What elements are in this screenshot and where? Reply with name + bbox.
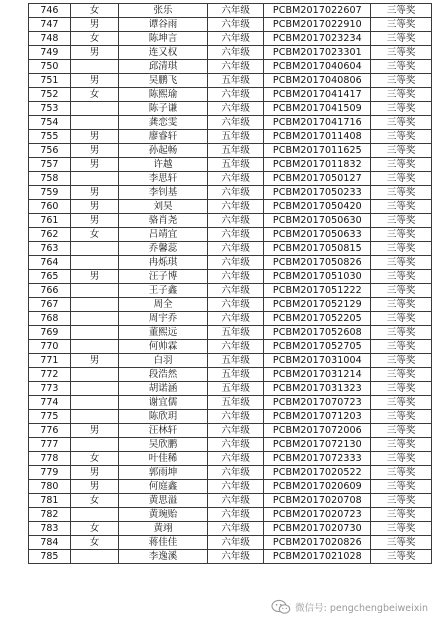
grade-cell: 五年级 [207,130,264,144]
award-level: 三等奖 [371,480,432,494]
grade-cell: 六年级 [207,480,264,494]
entry-number: 785 [29,550,71,564]
certificate-id: PCBM2017071203 [264,410,371,424]
award-level: 三等奖 [371,144,432,158]
table-row [29,536,432,550]
gender-cell: 男 [70,46,119,60]
award-level: 三等奖 [371,354,432,368]
student-name: 李逸溪 [119,550,207,564]
table-row [29,466,432,480]
gender-cell: 女 [70,4,119,18]
grade-cell: 五年级 [207,354,264,368]
certificate-id: PCBM2017050630 [264,214,371,228]
grade-cell: 五年级 [207,368,264,382]
entry-number: 747 [29,18,71,32]
entry-number: 778 [29,452,71,466]
gender-cell [70,340,119,354]
award-level: 三等奖 [371,508,432,522]
certificate-id: PCBM2017050233 [264,186,371,200]
certificate-id: PCBM2017050826 [264,256,371,270]
grade-cell: 六年级 [207,340,264,354]
student-name: 董熙远 [119,326,207,340]
student-name: 冉烁琪 [119,256,207,270]
award-level: 三等奖 [371,4,432,18]
grade-cell: 六年级 [207,46,264,60]
entry-number: 772 [29,368,71,382]
entry-number: 754 [29,116,71,130]
table-row [29,410,432,424]
award-level: 三等奖 [371,200,432,214]
table-row [29,354,432,368]
certificate-id: PCBM2017070723 [264,396,371,410]
table-row [29,214,432,228]
table-row [29,144,432,158]
award-level: 三等奖 [371,60,432,74]
gender-cell: 男 [70,214,119,228]
award-level: 三等奖 [371,550,432,564]
grade-cell: 六年级 [207,508,264,522]
award-level: 三等奖 [371,494,432,508]
wechat-icon [271,599,291,615]
student-name: 陈坤言 [119,32,207,46]
grade-cell: 五年级 [207,396,264,410]
entry-number: 773 [29,382,71,396]
table-row [29,508,432,522]
gender-cell: 男 [70,158,119,172]
certificate-id: PCBM2017031004 [264,354,371,368]
award-level: 三等奖 [371,172,432,186]
student-name: 吴鹏飞 [119,74,207,88]
entry-number: 755 [29,130,71,144]
student-name: 谢宜儒 [119,396,207,410]
table-row [29,18,432,32]
award-level: 三等奖 [371,326,432,340]
gender-cell: 男 [70,480,119,494]
certificate-id: PCBM2017050815 [264,242,371,256]
award-level: 三等奖 [371,284,432,298]
award-level: 三等奖 [371,46,432,60]
gender-cell: 男 [70,186,119,200]
certificate-id: PCBM2017020723 [264,508,371,522]
certificate-id: PCBM2017051222 [264,284,371,298]
table-row [29,200,432,214]
table-row [29,550,432,564]
certificate-id: PCBM2017011625 [264,144,371,158]
award-level: 三等奖 [371,242,432,256]
award-level: 三等奖 [371,382,432,396]
certificate-id: PCBM2017020522 [264,466,371,480]
entry-number: 779 [29,466,71,480]
entry-number: 758 [29,172,71,186]
gender-cell [70,326,119,340]
student-name: 黄琬贻 [119,508,207,522]
grade-cell: 六年级 [207,284,264,298]
gender-cell: 男 [70,130,119,144]
entry-number: 774 [29,396,71,410]
certificate-id: PCBM2017052608 [264,326,371,340]
certificate-id: PCBM2017040604 [264,60,371,74]
entry-number: 756 [29,144,71,158]
award-level: 三等奖 [371,410,432,424]
table-row [29,312,432,326]
award-level: 三等奖 [371,74,432,88]
table-row [29,228,432,242]
grade-cell: 六年级 [207,242,264,256]
grade-cell: 六年级 [207,186,264,200]
table-row [29,494,432,508]
student-name: 何帅霖 [119,340,207,354]
grade-cell: 六年级 [207,410,264,424]
award-level: 三等奖 [371,18,432,32]
gender-cell: 女 [70,88,119,102]
student-name: 陈熙瑜 [119,88,207,102]
student-name: 连又权 [119,46,207,60]
table-row [29,340,432,354]
entry-number: 766 [29,284,71,298]
entry-number: 767 [29,298,71,312]
table-row [29,186,432,200]
grade-cell: 六年级 [207,452,264,466]
gender-cell [70,284,119,298]
gender-cell: 女 [70,494,119,508]
certificate-id: PCBM2017050127 [264,172,371,186]
grade-cell: 六年级 [207,18,264,32]
student-name: 邱清琪 [119,60,207,74]
grade-cell: 六年级 [207,550,264,564]
table-row [29,102,432,116]
gender-cell: 女 [70,32,119,46]
grade-cell: 六年级 [207,256,264,270]
gender-cell [70,368,119,382]
entry-number: 753 [29,102,71,116]
certificate-id: PCBM2017023234 [264,32,371,46]
student-name: 李钊基 [119,186,207,200]
student-name: 刘昊 [119,200,207,214]
student-name: 陈欣玥 [119,410,207,424]
grade-cell: 六年级 [207,466,264,480]
entry-number: 748 [29,32,71,46]
award-list-body [29,4,432,564]
grade-cell: 五年级 [207,382,264,396]
table-row [29,480,432,494]
student-name: 吴欣鹏 [119,438,207,452]
certificate-id: PCBM2017020826 [264,536,371,550]
certificate-id: PCBM2017072130 [264,438,371,452]
award-level: 三等奖 [371,186,432,200]
entry-number: 780 [29,480,71,494]
gender-cell: 男 [70,18,119,32]
certificate-id: PCBM2017020609 [264,480,371,494]
table-row [29,172,432,186]
grade-cell: 六年级 [207,312,264,326]
gender-cell: 女 [70,536,119,550]
table-row [29,74,432,88]
certificate-id: PCBM2017022910 [264,18,371,32]
certificate-id: PCBM2017031323 [264,382,371,396]
certificate-id: PCBM2017052205 [264,312,371,326]
gender-cell [70,172,119,186]
certificate-id: PCBM2017072333 [264,452,371,466]
award-list-table [28,3,432,564]
award-level: 三等奖 [371,158,432,172]
grade-cell: 六年级 [207,88,264,102]
gender-cell: 男 [70,200,119,214]
grade-cell: 六年级 [207,424,264,438]
table-row [29,522,432,536]
student-name: 王子鑫 [119,284,207,298]
certificate-id: PCBM2017052705 [264,340,371,354]
gender-cell [70,102,119,116]
entry-number: 760 [29,200,71,214]
entry-number: 764 [29,256,71,270]
entry-number: 765 [29,270,71,284]
award-level: 三等奖 [371,214,432,228]
certificate-id: PCBM2017022607 [264,4,371,18]
award-level: 三等奖 [371,424,432,438]
gender-cell: 男 [70,74,119,88]
entry-number: 761 [29,214,71,228]
student-name: 谭谷雨 [119,18,207,32]
award-level: 三等奖 [371,298,432,312]
grade-cell: 六年级 [207,536,264,550]
student-name: 何庭鑫 [119,480,207,494]
student-name: 周全 [119,298,207,312]
award-level: 三等奖 [371,102,432,116]
table-row [29,270,432,284]
student-name: 廖睿轩 [119,130,207,144]
student-name: 黄翊 [119,522,207,536]
award-level: 三等奖 [371,368,432,382]
student-name: 骆肖尧 [119,214,207,228]
certificate-id: PCBM2017041417 [264,88,371,102]
grade-cell: 六年级 [207,4,264,18]
entry-number: 777 [29,438,71,452]
entry-number: 770 [29,340,71,354]
table-row [29,60,432,74]
student-name: 汪子博 [119,270,207,284]
gender-cell: 女 [70,228,119,242]
student-name: 段浩然 [119,368,207,382]
wechat-watermark [271,599,428,615]
student-name: 叶佳稀 [119,452,207,466]
grade-cell: 六年级 [207,522,264,536]
student-name: 汪林轩 [119,424,207,438]
student-name: 吕靖宜 [119,228,207,242]
student-name: 黄思溢 [119,494,207,508]
table-row [29,4,432,18]
gender-cell [70,438,119,452]
grade-cell: 六年级 [207,298,264,312]
award-level: 三等奖 [371,522,432,536]
entry-number: 771 [29,354,71,368]
table-row [29,452,432,466]
award-level: 三等奖 [371,340,432,354]
entry-number: 781 [29,494,71,508]
entry-number: 776 [29,424,71,438]
award-level: 三等奖 [371,536,432,550]
entry-number: 775 [29,410,71,424]
table-row [29,368,432,382]
certificate-id: PCBM2017050420 [264,200,371,214]
gender-cell [70,550,119,564]
table-row [29,438,432,452]
table-row [29,298,432,312]
entry-number: 750 [29,60,71,74]
entry-number: 784 [29,536,71,550]
student-name: 乔馨蕊 [119,242,207,256]
certificate-id: PCBM2017072006 [264,424,371,438]
certificate-id: PCBM2017041716 [264,116,371,130]
certificate-id: PCBM2017011832 [264,158,371,172]
certificate-id: PCBM2017041509 [264,102,371,116]
watermark-text: 微信号: pengchengbeiweixin [295,603,428,614]
gender-cell: 男 [70,270,119,284]
gender-cell: 女 [70,452,119,466]
grade-cell: 六年级 [207,32,264,46]
table-row [29,46,432,60]
grade-cell: 五年级 [207,326,264,340]
award-level: 三等奖 [371,88,432,102]
entry-number: 759 [29,186,71,200]
award-level: 三等奖 [371,130,432,144]
certificate-id: PCBM2017050633 [264,228,371,242]
gender-cell [70,116,119,130]
grade-cell: 六年级 [207,214,264,228]
entry-number: 783 [29,522,71,536]
certificate-id: PCBM2017051030 [264,270,371,284]
entry-number: 763 [29,242,71,256]
student-name: 李思轩 [119,172,207,186]
table-row [29,32,432,46]
gender-cell [70,60,119,74]
award-level: 三等奖 [371,32,432,46]
entry-number: 769 [29,326,71,340]
student-name: 张乐 [119,4,207,18]
grade-cell: 六年级 [207,60,264,74]
gender-cell [70,312,119,326]
student-name: 陈子谦 [119,102,207,116]
grade-cell: 五年级 [207,74,264,88]
entry-number: 757 [29,158,71,172]
grade-cell: 六年级 [207,494,264,508]
gender-cell: 男 [70,424,119,438]
gender-cell [70,508,119,522]
grade-cell: 六年级 [207,228,264,242]
entry-number: 762 [29,228,71,242]
grade-cell: 五年级 [207,158,264,172]
certificate-id: PCBM2017052129 [264,298,371,312]
table-row [29,424,432,438]
table-row [29,88,432,102]
student-name: 周宇乔 [119,312,207,326]
gender-cell: 男 [70,144,119,158]
table-row [29,396,432,410]
table-row [29,116,432,130]
award-level: 三等奖 [371,312,432,326]
student-name: 胡诺涵 [119,382,207,396]
grade-cell: 六年级 [207,116,264,130]
award-level: 三等奖 [371,228,432,242]
table-row [29,158,432,172]
student-name: 龚恋雯 [119,116,207,130]
entry-number: 746 [29,4,71,18]
award-level: 三等奖 [371,270,432,284]
table-row [29,284,432,298]
table-row [29,382,432,396]
grade-cell: 六年级 [207,102,264,116]
certificate-id: PCBM2017023301 [264,46,371,60]
certificate-id: PCBM2017040806 [264,74,371,88]
award-level: 三等奖 [371,438,432,452]
grade-cell: 六年级 [207,200,264,214]
student-name: 孙起畅 [119,144,207,158]
gender-cell [70,410,119,424]
grade-cell: 六年级 [207,438,264,452]
gender-cell: 男 [70,466,119,480]
gender-cell [70,298,119,312]
entry-number: 752 [29,88,71,102]
table-row [29,242,432,256]
award-level: 三等奖 [371,452,432,466]
award-level: 三等奖 [371,256,432,270]
certificate-id: PCBM2017020708 [264,494,371,508]
gender-cell [70,382,119,396]
table-row [29,326,432,340]
grade-cell: 五年级 [207,144,264,158]
student-name: 许越 [119,158,207,172]
award-level: 三等奖 [371,396,432,410]
grade-cell: 六年级 [207,270,264,284]
entry-number: 782 [29,508,71,522]
entry-number: 768 [29,312,71,326]
award-level: 三等奖 [371,466,432,480]
award-level: 三等奖 [371,116,432,130]
gender-cell [70,242,119,256]
gender-cell [70,256,119,270]
gender-cell: 男 [70,354,119,368]
student-name: 蒋佳佳 [119,536,207,550]
certificate-id: PCBM2017031214 [264,368,371,382]
entry-number: 749 [29,46,71,60]
student-name: 郭雨坤 [119,466,207,480]
certificate-id: PCBM2017020730 [264,522,371,536]
student-name: 白羽 [119,354,207,368]
table-row [29,130,432,144]
gender-cell: 女 [70,522,119,536]
certificate-id: PCBM2017021028 [264,550,371,564]
grade-cell: 六年级 [207,172,264,186]
table-row [29,256,432,270]
certificate-id: PCBM2017011408 [264,130,371,144]
entry-number: 751 [29,74,71,88]
gender-cell [70,396,119,410]
